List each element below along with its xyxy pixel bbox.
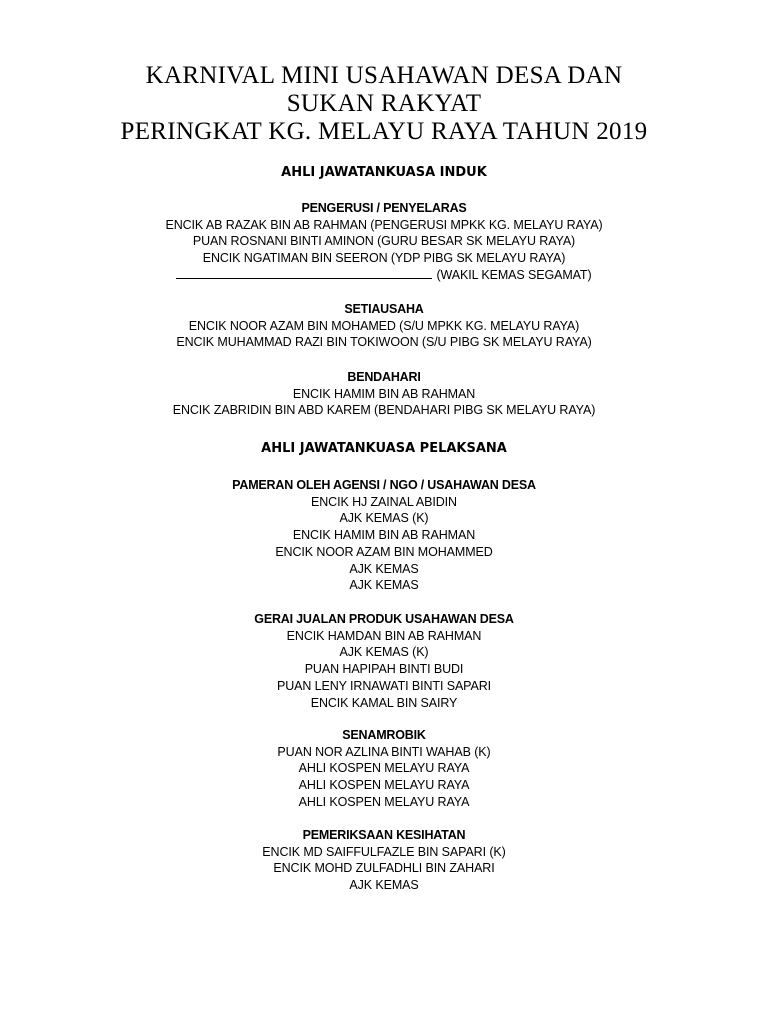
section-title: PAMERAN OLEH AGENSI / NGO / USAHAWAN DESA bbox=[232, 478, 536, 492]
blank-underline bbox=[176, 267, 432, 279]
member-line: ENCIK NOOR AZAM BIN MOHAMED (S/U MPKK KG. MELAYU RAYA) bbox=[188, 318, 580, 333]
member-line: AHLI KOSPEN MELAYU RAYA bbox=[298, 761, 470, 776]
member-line: AHLI KOSPEN MELAYU RAYA bbox=[298, 778, 470, 793]
member-line: ENCIK KAMAL BIN SAIRY bbox=[310, 695, 458, 710]
section-kesihatan bbox=[0, 827, 768, 894]
member-line: AJK KEMAS bbox=[349, 878, 419, 893]
member-line: ENCIK MUHAMMAD RAZI BIN TOKIWOON (S/U PIBG SK MELAYU RAYA) bbox=[176, 335, 592, 350]
member-line: PUAN ROSNANI BINTI AMINON (GURU BESAR SK MELAYU RAYA) bbox=[192, 234, 576, 249]
document-title-line-2: SUKAN RAKYAT bbox=[286, 90, 482, 117]
document-title-line-1: KARNIVAL MINI USAHAWAN DESA DAN bbox=[145, 62, 623, 89]
member-line: ENCIK HAMDAN BIN AB RAHMAN bbox=[286, 628, 482, 643]
section-title: SENAMROBIK bbox=[342, 728, 426, 742]
member-line: AJK KEMAS (K) bbox=[339, 645, 429, 660]
member-line: ENCIK MOHD ZULFADHLI BIN ZAHARI bbox=[273, 861, 495, 876]
heading-ajk-pelaksana: AHLI JAWATANKUASA PELAKSANA bbox=[261, 441, 507, 456]
member-line: PUAN HAPIPAH BINTI BUDI bbox=[304, 662, 464, 677]
section-title: PEMERIKSAAN KESIHATAN bbox=[302, 828, 466, 842]
section-title: SETIAUSAHA bbox=[344, 302, 424, 316]
member-line: AJK KEMAS (K) bbox=[339, 511, 429, 526]
section-bendahari bbox=[0, 369, 768, 419]
member-line: ENCIK ZABRIDIN BIN ABD KAREM (BENDAHARI PIBG SK MELAYU RAYA) bbox=[172, 403, 596, 418]
member-line: ENCIK HAMIM BIN AB RAHMAN bbox=[292, 528, 476, 543]
member-line: AJK KEMAS bbox=[349, 578, 419, 593]
member-line: ENCIK NGATIMAN BIN SEERON (YDP PIBG SK MELAYU RAYA) bbox=[202, 251, 566, 266]
heading-ajk-induk: AHLI JAWATANKUASA INDUK bbox=[281, 165, 487, 180]
member-line: ENCIK HAMIM BIN AB RAHMAN bbox=[292, 386, 476, 401]
section-setiausaha bbox=[0, 301, 768, 351]
member-line: PUAN LENY IRNAWATI BINTI SAPARI bbox=[276, 678, 492, 693]
document-title-line-3: PERINGKAT KG. MELAYU RAYA TAHUN 2019 bbox=[120, 118, 648, 145]
member-line-blank bbox=[0, 267, 768, 284]
member-line: ENCIK NOOR AZAM BIN MOHAMMED bbox=[275, 544, 493, 559]
section-senamrobik bbox=[0, 727, 768, 811]
section-title: BENDAHARI bbox=[347, 370, 421, 384]
member-line: ENCIK HJ ZAINAL ABIDIN bbox=[311, 494, 457, 509]
section-pameran bbox=[0, 477, 768, 594]
section-pengerusi bbox=[0, 200, 768, 284]
member-line: PUAN NOR AZLINA BINTI WAHAB (K) bbox=[277, 744, 491, 759]
member-line: AHLI KOSPEN MELAYU RAYA bbox=[298, 794, 470, 809]
section-title: PENGERUSI / PENYELARAS bbox=[301, 201, 467, 215]
section-gerai bbox=[0, 611, 768, 711]
member-line: ENCIK MD SAIFFULFAZLE BIN SAPARI (K) bbox=[262, 844, 506, 859]
member-role: (WAKIL KEMAS SEGAMAT) bbox=[436, 267, 592, 282]
member-line: ENCIK AB RAZAK BIN AB RAHMAN (PENGERUSI MPKK KG. MELAYU RAYA) bbox=[165, 217, 603, 232]
section-title: GERAI JUALAN PRODUK USAHAWAN DESA bbox=[254, 612, 514, 626]
member-line: AJK KEMAS bbox=[349, 561, 419, 576]
